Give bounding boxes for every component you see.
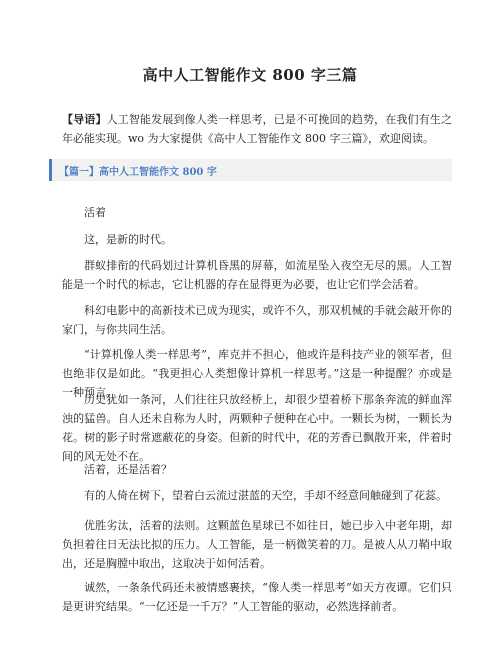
paragraph-block-4 [62,301,452,339]
paragraph-block-6 [62,390,452,466]
paragraph: “计算机像人类一样思考”，库克并不担心，他或许是科技产业的领军者，但也绝非仅是如此。“我更担心人类想像计算机一样思考。”这是一种提醒？亦或是一种预言。 [62,348,452,399]
lead-text: 人工智能发展到像人类一样思考，已是不可挽回的趋势，在我们有生之年必能实现。wo 为大家提供《高中人工智能作文 800 字三篇》，欢迎阅读。 [62,113,453,145]
paragraph-block-9 [62,516,452,573]
section-header [49,159,452,181]
paragraph: 优胜劣汰，活着的法则。这颗蓝色星球已不如往日，她已步入中老年期，却负担着往日无法比拟的压力。人工智能，是一柄微笑着的刀。是被人从刀鞘中取出，还是胸膛中取出，这取决于如何活着。 [62,519,452,570]
paragraph: 这，是新的时代。 [84,233,172,246]
paragraph-block-2 [62,230,452,249]
lead-tag: 【导语】 [62,113,107,126]
paragraph: 活着 [84,206,106,219]
paragraph: 活着，还是活着？ [84,463,172,476]
paragraph-block-10 [62,578,452,616]
paragraph: 群蚁排衔的代码划过计算机昏黑的屏幕，如流星坠入夜空无尽的黑。人工智能是一个时代的标志，它让机器的存在显得更为必要，也让它们学会活着。 [62,259,452,291]
paragraph: 历史犹如一条河，人们往往只放经桥上，却很少望着桥下那条奔流的鲜血浑浊的猛兽。自人还未自称为人时，两颗种子便种在心中。一颗长为树，一颗长为花。树的影子时常遮蔽花的身姿。但新的时代中，花的芳香已飘散开来，伴着时间的风无处不在。 [62,393,452,463]
document-title: 高中人工智能作文 800 字三篇 [142,66,358,84]
paragraph-block-8 [62,486,452,505]
paragraph: 有的人倚在树下，望着白云流过湛蓝的天空，手却不经意间触碰到了花蕊。 [84,489,447,502]
paragraph-block-7 [62,460,452,479]
section-label: 【篇一】高中人工智能作文 800 字 [59,167,217,178]
paragraph: 诚然，一条条代码还未被情感裹挟，“像人类一样思考”如天方夜谭。它们只是更讲究结果。“一亿还是一千万？”人工智能的驱动，必然选择前者。 [62,581,452,613]
lead-paragraph [62,110,452,148]
paragraph-block-1 [62,203,452,222]
paragraph: 科幻电影中的高新技术已成为现实，或许不久，那双机械的手就会敲开你的家门，与你共同生活。 [62,304,452,336]
paragraph-block-3 [62,256,452,294]
